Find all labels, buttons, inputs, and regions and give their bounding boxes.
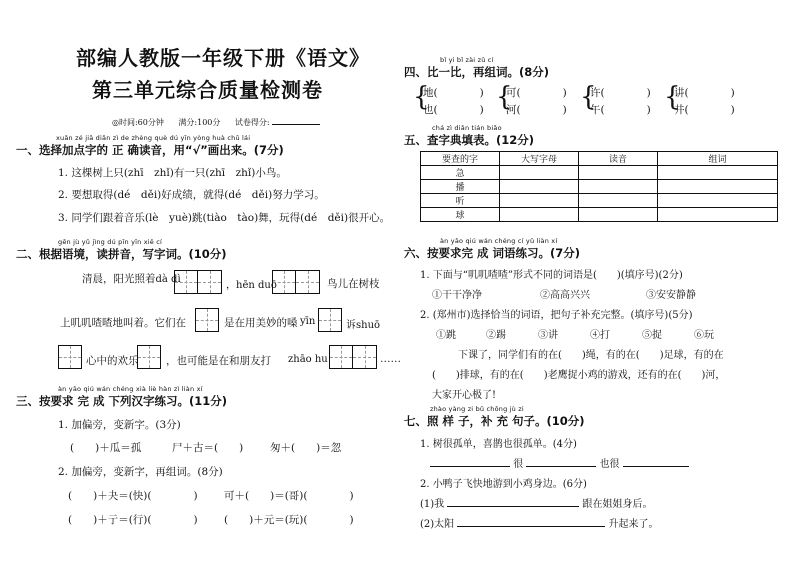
s7-q2a-blank[interactable] <box>447 495 579 507</box>
meta-score: 满分:100分 <box>178 118 221 127</box>
dict-char: 球 <box>421 208 500 222</box>
dict-char: 听 <box>421 194 500 208</box>
s2-l1b: dà dì <box>155 274 181 285</box>
s2-l1d: 鸟儿在树枝 <box>327 278 380 290</box>
dict-cell[interactable] <box>500 166 579 180</box>
s3-heading: 三、按要求 完 成 下列汉字练习。(11分) <box>16 394 228 408</box>
tz-group-6[interactable] <box>137 345 161 369</box>
s1-q3: 3. 同学们跟着音乐(lè yuè)跳(tiào tào)舞，玩得(dé děi)很开心。 <box>58 212 391 224</box>
s2-l1a: 清晨，阳光照着 <box>82 273 156 285</box>
s7-q1: 1. 树很孤单，喜鹊也很孤单。(4分) <box>420 439 577 450</box>
s3-q2c: ( )＋亍＝(行)( ) <box>68 514 198 526</box>
dict-cell[interactable] <box>658 208 778 222</box>
dict-cell[interactable] <box>579 180 658 194</box>
meta-time: ◎时间:60分钟 <box>112 118 164 127</box>
s6-pinyin: àn yāo qiú wán chéng cí yǔ liàn xí <box>440 237 558 245</box>
s7-q2a: (1)我 <box>420 499 445 510</box>
tz-group-3[interactable] <box>195 308 219 332</box>
s6-opt: ⑥玩 <box>694 330 714 341</box>
score-blank[interactable] <box>272 116 320 125</box>
title-line1: 部编人教版一年级下册《语文》 <box>76 46 370 70</box>
s1-q2: 2. 要想取得(dé děi)好成绩，就得(dé děi)努力学习。 <box>58 189 325 201</box>
s7-q1-mid: 很 <box>513 459 524 470</box>
s3-q1b: 尸＋古＝( ) <box>172 442 244 454</box>
title-line2: 第三单元综合质量检测卷 <box>92 78 323 102</box>
s3-q2a: ( )＋夬＝(快)( ) <box>68 490 198 502</box>
s6-q1-opt1: ①干干净净 <box>432 290 482 301</box>
s7-pinyin: zhào yàng zi bǔ chōng jù zi <box>430 405 524 413</box>
dict-char: 播 <box>421 180 500 194</box>
dict-cell[interactable] <box>658 180 778 194</box>
pair-3-a: 许( ) <box>590 87 651 99</box>
s2-l1c: ，hēn duō <box>226 280 277 291</box>
brace-2: { <box>496 82 513 112</box>
s3-q2: 2. 加偏旁，变新字，再组词。(8分) <box>58 466 223 478</box>
dict-row <box>421 208 778 222</box>
s6-q2: 2. (郑州市)选择恰当的词语，把句子补充完整。(填序号)(5分) <box>420 310 693 321</box>
s3-q1c: 匆＋( )＝忽 <box>270 442 342 454</box>
s7-q2a-line <box>420 495 653 510</box>
dict-row <box>421 194 778 208</box>
s2-l3a: 心中的欢乐 <box>86 355 139 367</box>
s7-q2a-end: 跟在姐姐身后。 <box>582 499 653 510</box>
s3-q2b: 可＋( )＝(哥)( ) <box>224 490 354 502</box>
dict-header: 大写字母 <box>500 152 579 166</box>
s2-l3c: zhāo hu <box>288 354 328 365</box>
s2-heading: 二、根据语境，读拼音，写字词。(10分) <box>16 247 227 261</box>
s6-heading: 六、按要求完 成 词语练习。(7分) <box>404 246 581 260</box>
s3-q1a: ( )＋瓜＝孤 <box>70 442 142 454</box>
s7-q2b: (2)太阳 <box>420 519 455 530</box>
dict-header-row <box>421 152 778 166</box>
pair-2-b: 河( ) <box>506 104 567 116</box>
s2-l3d: …… <box>380 353 401 365</box>
s2-line1 <box>82 271 181 286</box>
s6-q1-opt3: ③安安静静 <box>646 290 696 301</box>
dict-cell[interactable] <box>579 194 658 208</box>
meta-result: 试卷得分: <box>234 118 270 127</box>
s1-pinyin: xuǎn zé jiā diǎn zì de zhèng què dú yīn yòng huà chū lái <box>56 134 251 142</box>
meta-row <box>112 116 320 128</box>
s6-q1: 1. 下面与“叽叽喳喳”形式不同的词语是( )(填序号)(2分) <box>420 270 683 281</box>
pair-4-b: 井( ) <box>674 104 735 116</box>
dict-cell[interactable] <box>500 208 579 222</box>
dict-char: 急 <box>421 166 500 180</box>
pair-2-a: 可( ) <box>506 87 567 99</box>
s2-pinyin: gēn jù yǔ jìng dú pīn yīn xiě cí <box>58 238 163 246</box>
s2-l2b: 是在用美妙的嗓 <box>224 317 298 329</box>
s7-q1-blank3[interactable] <box>623 455 689 467</box>
s1-q1: 1. 这棵树上只(zhī zhǐ)有一只(zhī zhǐ)小鸟。 <box>58 167 287 179</box>
dict-cell[interactable] <box>579 166 658 180</box>
s4-heading: 四、比一比，再组词。(8分) <box>404 65 550 79</box>
tz-group-2[interactable] <box>272 270 320 294</box>
dict-cell[interactable] <box>500 194 579 208</box>
pair-1-a: 地( ) <box>423 87 484 99</box>
s7-q1-end: 也很 <box>599 459 620 470</box>
dict-header: 组词 <box>658 152 778 166</box>
s3-q1: 1. 加偏旁，变新字。(3分) <box>58 419 181 431</box>
brace-1: { <box>413 82 430 112</box>
s3-q2d: ( )＋元＝(玩)( ) <box>224 514 354 526</box>
s6-opt: ②踢 <box>486 330 506 341</box>
s6-p3: 大家开心极了! <box>432 390 497 401</box>
s7-q2b-blank[interactable] <box>457 515 605 527</box>
s2-l2c: yīn <box>300 316 316 327</box>
s6-opt: ①跳 <box>436 330 456 341</box>
pair-1-b: 也( ) <box>423 104 484 116</box>
s3-pinyin: àn yāo qiú wán chéng xià liè hàn zì liàn xí <box>58 385 203 393</box>
dict-header: 要查的字 <box>421 152 500 166</box>
tz-group-7[interactable] <box>329 345 377 369</box>
dict-row <box>421 166 778 180</box>
tz-group-4[interactable] <box>318 308 342 332</box>
dict-cell[interactable] <box>658 194 778 208</box>
s7-q2b-line <box>420 515 659 530</box>
tz-group-1[interactable] <box>174 270 222 294</box>
s6-p2: ( )排球，有的在( )老鹰捉小鸡的游戏，还有的在( )河， <box>432 370 726 381</box>
s7-q2: 2. 小鸭子飞快地游到小鸡身边。(6分) <box>420 479 587 490</box>
brace-4: { <box>664 82 681 112</box>
s6-opt: ⑤捉 <box>642 330 662 341</box>
s6-p1: 下课了，同学们有的在( )绳，有的在( )足球，有的在 <box>458 350 724 361</box>
s7-heading: 七、照 样 子，补 充 句子。(10分) <box>404 414 585 428</box>
tz-group-5[interactable] <box>58 345 82 369</box>
s2-l2d: 诉shuō <box>346 320 381 331</box>
dict-cell[interactable] <box>658 166 778 180</box>
s7-q1-blank1[interactable] <box>430 455 510 467</box>
dict-cell[interactable] <box>579 208 658 222</box>
s4-pinyin: bǐ yi bǐ zài zǔ cí <box>440 56 494 64</box>
s5-heading: 五、查字典填表。(12分) <box>404 133 535 147</box>
brace-3: { <box>580 82 597 112</box>
s6-opt: ③讲 <box>538 330 558 341</box>
s5-pinyin: chá zì diǎn tián biǎo <box>432 124 502 132</box>
dict-row <box>421 180 778 194</box>
pair-3-b: 午( ) <box>590 104 651 116</box>
s7-q1-line <box>430 455 689 470</box>
s6-opt: ④打 <box>590 330 610 341</box>
s2-l2a: 上叽叽喳喳地叫着。它们在 <box>60 317 186 329</box>
pair-4-a: 讲( ) <box>674 87 735 99</box>
s2-l3b: ，也可能是在和朋友打 <box>166 355 271 367</box>
dict-cell[interactable] <box>500 180 579 194</box>
dict-table <box>420 151 778 222</box>
s7-q1-blank2[interactable] <box>526 455 596 467</box>
s6-q1-opt2: ②高高兴兴 <box>540 290 590 301</box>
s1-heading: 一、选择加点字的 正 确读音，用“√”画出来。(7分) <box>16 143 284 157</box>
s7-q2b-end: 升起来了。 <box>608 519 659 530</box>
dict-header: 读音 <box>579 152 658 166</box>
